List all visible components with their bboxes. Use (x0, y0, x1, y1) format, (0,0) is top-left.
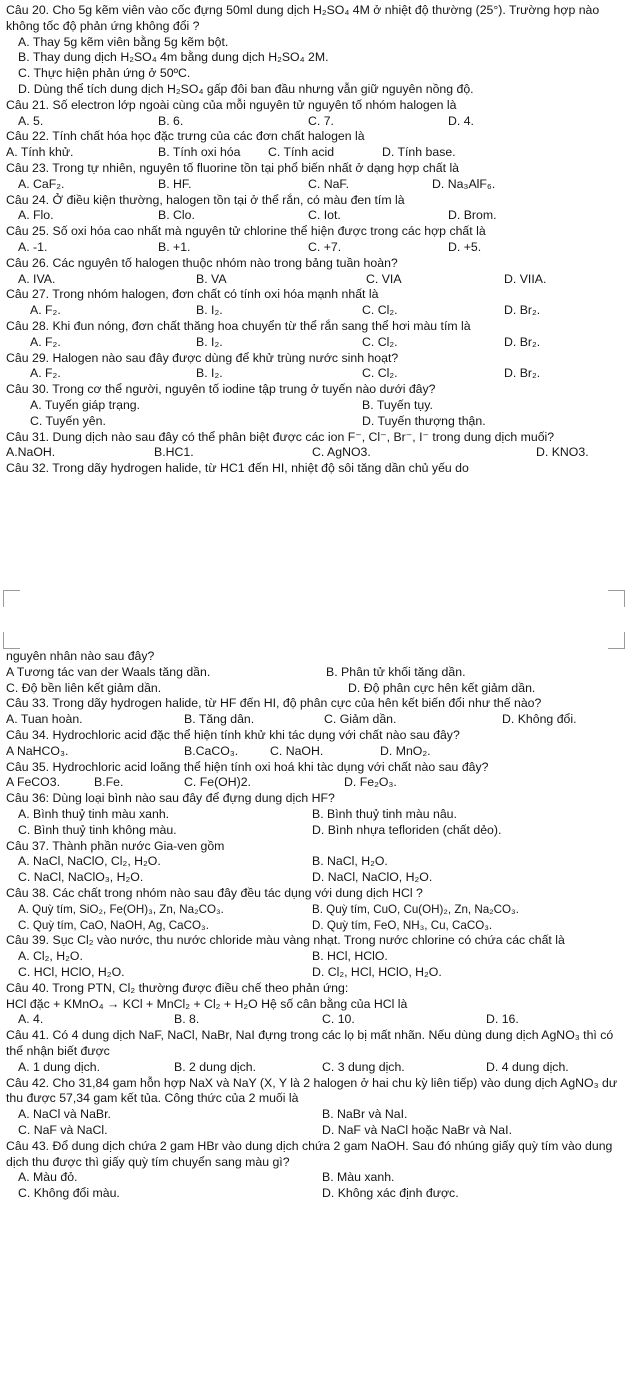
options-row (6, 303, 622, 319)
option-d: D. KNO3. (536, 445, 589, 460)
option-d: D. +5. (448, 239, 482, 254)
question-stem: nguyên nhân nào sau đây? (6, 649, 155, 663)
question-stem: Câu 42. Cho 31,84 gam hỗn hợp NaX và NaY (X, Y là 2 halogen ở hai chu kỳ liên tiếp) vào dung dịch AgNO₃ dư thu được 57,34 gam kết tủa. Công thức của 2 muối là (6, 1075, 618, 1106)
options-row (6, 445, 622, 461)
question-27 (6, 287, 622, 319)
option-c: C. Độ bền liên kết giảm dần. (6, 680, 162, 695)
question-stem: Câu 23. Trong tự nhiên, nguyên tố fluorine tồn tại phổ biến nhất ở dạng hợp chất là (6, 160, 460, 175)
option-d: D. NaF và NaCl hoặc NaBr và NaI. (322, 1122, 512, 1137)
question-stem: Câu 21. Số electron lớp ngoài cùng của mỗi nguyên tử nguyên tố nhóm halogen là (6, 97, 457, 112)
option-a: A Tương tác van der Waals tăng dần. (6, 664, 211, 679)
options-row (6, 1060, 622, 1076)
question-29 (6, 351, 622, 383)
upper-section (6, 3, 622, 477)
option-b: B. NaCl, H₂O. (312, 854, 388, 869)
option-a: A.NaOH. (6, 445, 56, 460)
option-b: B.Fe. (94, 775, 124, 790)
question-stem: Câu 34. Hydrochloric acid đặc thể hiện tính khử khi tác dụng với chất nào sau đây? (6, 727, 460, 742)
question-25 (6, 224, 622, 256)
question-stem: Câu 41. Có 4 dung dịch NaF, NaCl, NaBr, NaI đựng trong các lọ bị mất nhãn. Nếu dùng dung dịch AgNO₃ thì có thể nhận biết được (6, 1028, 614, 1058)
option-a: A. -1. (18, 239, 48, 254)
options-row (6, 902, 622, 918)
question-33 (6, 696, 622, 728)
question-39 (6, 933, 622, 980)
options-row (6, 398, 622, 414)
option-a: A FeCO3. (6, 775, 60, 790)
crop-corner-bottom-right (608, 632, 625, 649)
option-d: D. Cl₂, HCl, HClO, H₂O. (312, 964, 442, 979)
option-d: D. Độ phân cực hên kết giảm dần. (348, 680, 536, 695)
question-stem: Câu 26. Các nguyên tố halogen thuộc nhóm nào trong bảng tuần hoàn? (6, 255, 398, 270)
option-a: A. 4. (18, 1012, 44, 1027)
question-stem: Câu 31. Dung dịch nào sau đây có thể phân biệt được các ion F⁻, Cl⁻, Br⁻, I⁻ trong dung dịch muối? (6, 429, 555, 444)
option-c: C. Quỳ tím, CaO, NaOH, Ag, CaCO₃. (18, 918, 209, 932)
option-c: C. NaF. (308, 176, 349, 191)
option-b: B. 2 dung dịch. (174, 1059, 257, 1074)
question-stem: Câu 25. Số oxi hóa cao nhất mà nguyên tử chlorine thể hiện được trong các hợp chất là (6, 224, 486, 239)
crop-corner-top-right (608, 590, 625, 607)
option-b: B. Tuyến tụy. (362, 397, 433, 412)
option-d: D. Dùng thể tích dung dịch H₂SO₄ gấp đôi ban đầu nhưng vẫn giữ nguyên nồng độ. (18, 81, 474, 96)
option-b: B. 8. (174, 1012, 200, 1027)
question-stem: Câu 29. Halogen nào sau đây được dùng để khử trùng nước sinh hoạt? (6, 350, 399, 365)
question-37 (6, 839, 622, 886)
option-c: C. Không đổi màu. (18, 1186, 120, 1201)
option-b: B. Quỳ tím, CuO, Cu(OH)₂, Zn, Na₂CO₃. (312, 902, 519, 916)
option-c: C. NaOH. (270, 743, 324, 758)
options-row (6, 145, 622, 161)
options-row (6, 1012, 622, 1028)
option-a: A. Tuan hoàn. (6, 712, 83, 727)
question-32-continued (6, 649, 622, 696)
option-a: A. NaCl, NaClO, Cl₂, H₂O. (18, 854, 161, 869)
option-b: B. Tăng dân. (184, 712, 255, 727)
options-row (6, 681, 622, 697)
option-d: D. NaCl, NaClO, H₂O. (312, 870, 433, 885)
option-b: B. +1. (158, 239, 191, 254)
option-c: C. Bình thuỷ tinh không màu. (18, 822, 177, 837)
option-d: D. Br₂. (504, 366, 541, 381)
option-a: A. Thay 5g kẽm viên bằng 5g kẽm bột. (18, 34, 229, 49)
option-d: D. 4 dung dịch. (486, 1059, 569, 1074)
option-d: D. Bình nhựa tefloriden (chất dẻo). (312, 822, 502, 837)
option-c: C. VIA (366, 271, 402, 286)
option-c: C. NaF và NaCl. (18, 1122, 108, 1137)
question-28 (6, 319, 622, 351)
option-d: D. 16. (486, 1012, 519, 1027)
question-30 (6, 382, 622, 429)
option-c: C. Tuyến yên. (30, 413, 106, 428)
option-d: D. Tính base. (382, 145, 456, 160)
question-26 (6, 256, 622, 288)
question-31 (6, 430, 622, 462)
crop-corner-bottom-left (3, 632, 20, 649)
question-stem: Câu 39. Sục Cl₂ vào nước, thu nước chloride màu vàng nhạt. Trong nước chlorine có chứa các chất là (6, 933, 565, 948)
option-c: C. Iot. (308, 208, 341, 223)
option-b: B. Bình thuỷ tinh màu nâu. (312, 806, 457, 821)
options-row (6, 272, 622, 288)
options-row (6, 823, 622, 839)
option-c: C. Thực hiện phản ứng ở 50ºC. (18, 66, 191, 81)
option-a: A. Cl₂, H₂O. (18, 949, 83, 964)
option-a: A. NaCl và NaBr. (18, 1107, 111, 1122)
option-a: A. Quỳ tím, SiO₂, Fe(OH)₃, Zn, Na₂CO₃. (18, 902, 224, 916)
lower-section (6, 649, 622, 1202)
options-row (6, 366, 622, 382)
option-c: C. Giảm dần. (324, 712, 397, 727)
option-b: B. I₂. (196, 366, 223, 381)
options-row (6, 949, 622, 965)
page-break (0, 568, 627, 648)
question-42 (6, 1076, 622, 1139)
options-row (6, 177, 622, 193)
option-d: D. Không xác định được. (322, 1186, 459, 1201)
option-c: C. Tính acid (268, 145, 335, 160)
option-d: D. Na₃AlF₆. (432, 176, 496, 191)
option-b: B. VA (196, 271, 227, 286)
options-row (6, 1123, 622, 1139)
option-d: D. Brom. (448, 208, 497, 223)
option-b: B. HCl, HClO. (312, 949, 388, 964)
option-d: D. Br₂. (504, 303, 541, 318)
options-row (6, 240, 622, 256)
question-43 (6, 1139, 622, 1202)
option-c: C. HCl, HClO, H₂O. (18, 964, 125, 979)
options-row (6, 918, 622, 934)
question-34 (6, 728, 622, 760)
option-b: B. NaBr và NaI. (322, 1107, 408, 1122)
option-a: A. F₂. (30, 334, 61, 349)
question-40 (6, 981, 622, 1028)
option-a: A NaHCO₃. (6, 743, 69, 758)
question-stem: Câu 36: Dùng loại bình nào sau đây để đựng dung dịch HF? (6, 791, 335, 806)
question-stem: Câu 20. Cho 5g kẽm viên vào cốc đựng 50ml dung dịch H₂SO₄ 4M ở nhiệt độ thường (25°). Trường hợp nào không tốc độ phản ứng không đổi ? (6, 3, 600, 33)
option-a: A. Tính khử. (6, 145, 74, 160)
option-a: A. F₂. (30, 303, 61, 318)
question-32 (6, 461, 622, 477)
option-d: D. Fe₂O₃. (344, 775, 397, 790)
question-stem: Câu 43. Đổ dung dịch chứa 2 gam HBr vào dung dịch chứa 2 gam NaOH. Sau đó nhúng giấy quỳ tím vào dung dịch thu được thì giấy quỳ tím chuyển sang màu gì? (6, 1138, 613, 1169)
question-stem: Câu 40. Trong PTN, Cl₂ thường được điều chế theo phản ứng: (6, 980, 349, 995)
options-row (6, 870, 622, 886)
question-stem: Câu 35. Hydrochloric acid loãng thể hiện tính oxi hoá khi tàc dụng với chất nào sau đây? (6, 759, 489, 774)
option-a: A. 1 dung dịch. (18, 1059, 101, 1074)
options-row (6, 744, 622, 760)
options-row (6, 1186, 622, 1202)
crop-corner-top-left (3, 590, 20, 607)
question-41 (6, 1028, 622, 1075)
options-row (6, 114, 622, 130)
option-c: C. Cl₂. (362, 334, 398, 349)
option-b: B. Phân tử khối tăng dần. (326, 664, 466, 679)
options-row (6, 775, 622, 791)
question-stem: Câu 37. Thành phần nước Gia-ven gồm (6, 838, 225, 853)
option-c: C. +7. (308, 239, 342, 254)
option-d: D. Tuyến thượng thận. (362, 413, 486, 428)
option-c: C. 10. (322, 1012, 355, 1027)
question-stem: Câu 24. Ở điều kiện thường, halogen tồn tại ở thể rắn, có màu đen tím là (6, 192, 405, 207)
options-row (6, 208, 622, 224)
options-row (6, 1107, 622, 1123)
question-stem: Câu 33. Trong dãy hydrogen halide, từ HF đến HI, độ phân cực của hên kết biến đổi như thế nào? (6, 696, 542, 711)
option-d: D. Quỳ tím, FeO, NH₃, Cu, CaCO₃. (312, 918, 493, 932)
option-b: B. Thay dung dịch H₂SO₄ 4m bằng dung dịch H₂SO₄ 2M. (18, 50, 329, 65)
option-d: D. VIIA. (504, 271, 547, 286)
option-a: A. IVA. (18, 271, 56, 286)
question-stem: Câu 38. Các chất trong nhóm nào sau đây đều tác dụng với dung dịch HCl ? (6, 885, 423, 900)
option-b: B. I₂. (196, 334, 223, 349)
option-a: A. CaF₂. (18, 176, 65, 191)
question-stem: Câu 28. Khi đun nóng, đơn chất thăng hoa chuyển từ thể rắn sang thể hơi màu tím là (6, 318, 471, 333)
option-c: C. Cl₂. (362, 366, 398, 381)
option-b: B. 6. (158, 113, 184, 128)
option-b: B.HC1. (154, 445, 194, 460)
option-d: D. Không đổi. (502, 712, 577, 727)
option-d: D. Br₂. (504, 334, 541, 349)
options-row (6, 665, 622, 681)
question-35 (6, 760, 622, 792)
options-row (6, 854, 622, 870)
options-row (6, 712, 622, 728)
option-c: C. 7. (308, 113, 334, 128)
option-a: A. F₂. (30, 366, 61, 381)
option-b: B. Clo. (158, 208, 195, 223)
options-row (6, 414, 622, 430)
options-row (6, 1170, 622, 1186)
option-d: D. 4. (448, 113, 474, 128)
option-c: C. NaCl, NaClO₃, H₂O. (18, 870, 144, 885)
question-stem: Câu 32. Trong dãy hydrogen halide, từ HC1 đến HI, nhiệt độ sôi tăng dần chủ yếu do (6, 461, 469, 476)
option-a: A. 5. (18, 113, 44, 128)
options-row (6, 965, 622, 981)
option-a: A. Flo. (18, 208, 54, 223)
option-c: C. Fe(OH)2. (184, 775, 251, 790)
option-a: A. Màu đỏ. (18, 1170, 78, 1185)
option-b: B.CaCO₃. (184, 743, 239, 758)
question-22 (6, 129, 622, 161)
option-b: B. Tính oxi hóa (158, 145, 241, 160)
reaction-equation: HCl đặc + KMnO₄ → KCl + MnCl₂ + Cl₂ + H₂O Hệ số cân bằng của HCl là (6, 996, 408, 1011)
question-36 (6, 791, 622, 838)
option-c: C. AgNO3. (312, 445, 371, 460)
option-c: C. 3 dung dịch. (322, 1059, 405, 1074)
question-38 (6, 886, 622, 933)
options-row (6, 335, 622, 351)
option-a: A. Tuyến giáp trạng. (30, 397, 141, 412)
question-stem: Câu 27. Trong nhóm halogen, đơn chất có tính oxi hóa mạnh nhất là (6, 287, 379, 302)
question-stem: Câu 22. Tính chất hóa học đặc trưng của các đơn chất halogen là (6, 129, 365, 144)
question-21 (6, 98, 622, 130)
question-stem: Câu 30. Trong cơ thể người, nguyên tố iodine tập trung ở tuyến nào dưới đây? (6, 382, 436, 397)
option-b: B. I₂. (196, 303, 223, 318)
question-20 (6, 3, 622, 98)
option-a: A. Bình thuỷ tinh màu xanh. (18, 806, 170, 821)
option-b: B. HF. (158, 176, 192, 191)
option-c: C. Cl₂. (362, 303, 398, 318)
option-d: D. MnO₂. (380, 743, 431, 758)
option-b: B. Màu xanh. (322, 1170, 395, 1185)
question-23 (6, 161, 622, 193)
options-row (6, 807, 622, 823)
question-24 (6, 193, 622, 225)
